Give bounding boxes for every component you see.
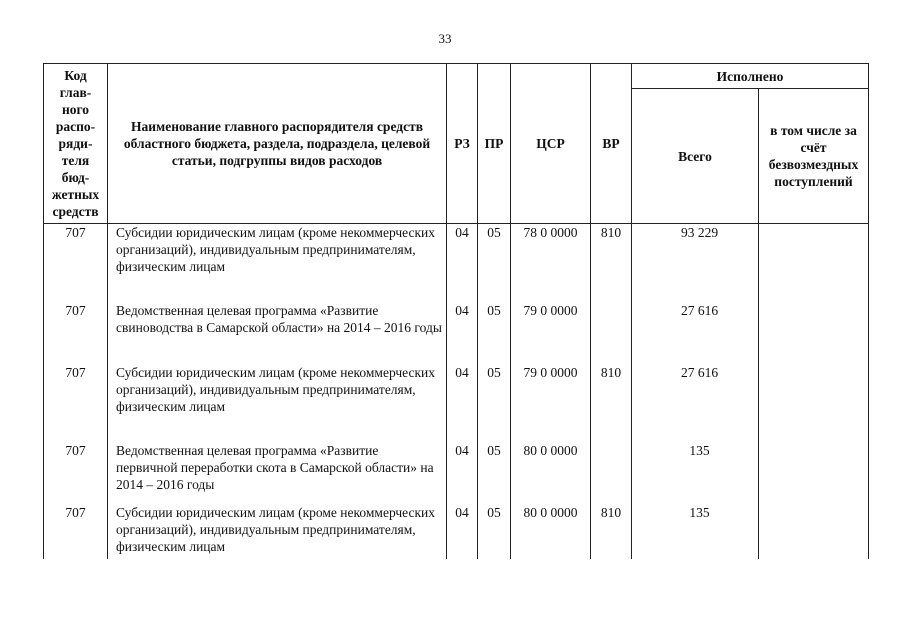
cell-total: 135 — [632, 442, 759, 504]
cell-total: 27 616 — [632, 364, 759, 442]
cell-name: Субсидии юридическим лицам (кроме некоммерческих организаций), индивидуальным предпринимателям, физическим лицам — [108, 224, 447, 302]
cell-total: 27 616 — [632, 302, 759, 364]
table-row — [44, 442, 869, 504]
header-gratuitous: в том числе за счёт безвозмездных поступлений — [759, 89, 869, 224]
header-pr: ПР — [478, 64, 511, 224]
header-code: Код глав-ного распо-ряди-теля бюд-жетных средств — [44, 64, 108, 224]
budget-execution-table — [43, 63, 869, 559]
cell-total: 135 — [632, 504, 759, 559]
cell-vr — [591, 442, 632, 504]
header-csr: ЦСР — [511, 64, 591, 224]
cell-gratuitous — [759, 364, 869, 442]
cell-pr: 05 — [478, 224, 511, 302]
cell-name: Субсидии юридическим лицам (кроме некоммерческих организаций), индивидуальным предпринимателям, физическим лицам — [108, 504, 447, 559]
cell-csr: 80 0 0000 — [511, 504, 591, 559]
cell-vr — [591, 302, 632, 364]
cell-name: Ведомственная целевая программа «Развитие первичной переработки скота в Самарской области» на 2014 – 2016 годы — [108, 442, 447, 504]
cell-gratuitous — [759, 504, 869, 559]
header-executed: Исполнено — [632, 64, 869, 89]
cell-rz: 04 — [447, 504, 478, 559]
cell-gratuitous — [759, 442, 869, 504]
cell-code: 707 — [44, 442, 108, 504]
header-rz: РЗ — [447, 64, 478, 224]
cell-code: 707 — [44, 224, 108, 302]
cell-rz: 04 — [447, 364, 478, 442]
cell-csr: 80 0 0000 — [511, 442, 591, 504]
cell-pr: 05 — [478, 504, 511, 559]
cell-gratuitous — [759, 302, 869, 364]
table-row — [44, 224, 869, 302]
header-vr: ВР — [591, 64, 632, 224]
cell-pr: 05 — [478, 302, 511, 364]
cell-pr: 05 — [478, 364, 511, 442]
header-name: Наименование главного распорядителя средств областного бюджета, раздела, подраздела, целевой статьи, подгруппы видов расходов — [108, 64, 447, 224]
cell-code: 707 — [44, 504, 108, 559]
table-row — [44, 364, 869, 442]
cell-name: Субсидии юридическим лицам (кроме некоммерческих организаций), индивидуальным предпринимателям, физическим лицам — [108, 364, 447, 442]
cell-vr: 810 — [591, 504, 632, 559]
cell-pr: 05 — [478, 442, 511, 504]
page-number: 33 — [438, 31, 452, 46]
cell-csr: 79 0 0000 — [511, 302, 591, 364]
cell-rz: 04 — [447, 442, 478, 504]
cell-csr: 79 0 0000 — [511, 364, 591, 442]
cell-name: Ведомственная целевая программа «Развитие свиноводства в Самарской области» на 2014 – 2016 годы — [108, 302, 447, 364]
header-total: Всего — [632, 89, 759, 224]
cell-csr: 78 0 0000 — [511, 224, 591, 302]
cell-code: 707 — [44, 364, 108, 442]
table-row — [44, 302, 869, 364]
cell-vr: 810 — [591, 224, 632, 302]
cell-rz: 04 — [447, 224, 478, 302]
cell-code: 707 — [44, 302, 108, 364]
cell-total: 93 229 — [632, 224, 759, 302]
cell-vr: 810 — [591, 364, 632, 442]
table-row — [44, 504, 869, 559]
cell-gratuitous — [759, 224, 869, 302]
cell-rz: 04 — [447, 302, 478, 364]
